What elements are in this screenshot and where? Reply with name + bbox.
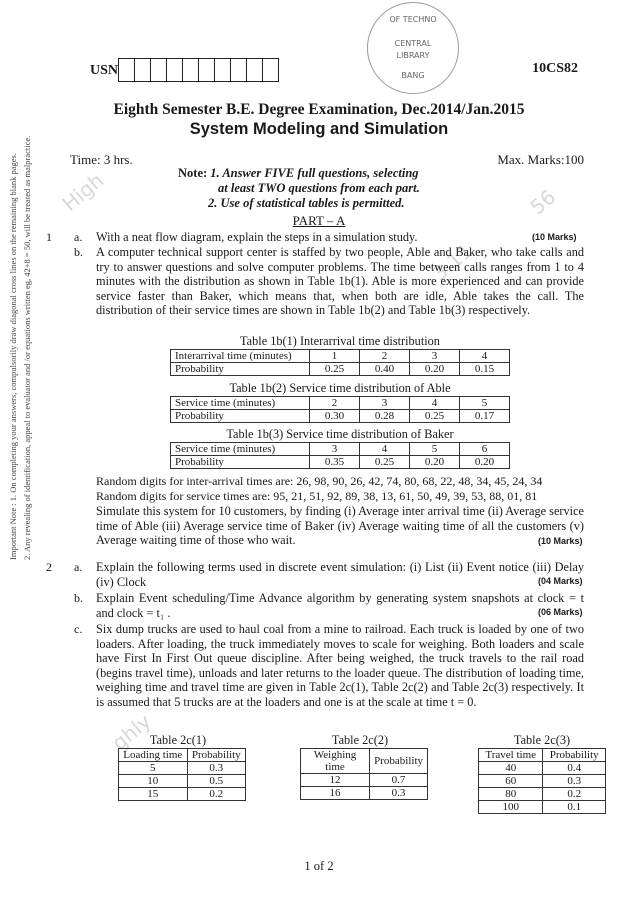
table-cell: 16 (301, 787, 370, 800)
question-text: Simulate this system for 10 customers, by finding (i) Average inter arrival time (ii) Average service time of Able (iii) Average service time of Baker (iv) Average waiting time of all the customers (v) Average waiting time of those who wait. (96, 504, 584, 548)
table-cell: 12 (301, 774, 370, 787)
table-cell: 5 (119, 762, 188, 775)
table-cell: 5 (460, 397, 510, 410)
table-cell: 3 (410, 350, 460, 363)
table-1b1 (170, 349, 510, 376)
table-cell: Probability (370, 749, 428, 774)
table-caption: Table 2c(2) (331, 733, 389, 747)
table-cell: 0.17 (460, 410, 510, 423)
table-cell: 0.25 (360, 456, 410, 469)
table-2c1 (118, 748, 246, 801)
usn-box[interactable] (183, 58, 199, 82)
side-note: Important Note : 1. On completing your answers, compulsorily draw diagonal cross lines on the remaining blank pages. (8, 153, 18, 560)
table-row (479, 749, 606, 762)
table-cell: Weighing time (301, 749, 370, 774)
subpart-label: b. (74, 591, 83, 605)
note-line: 2. Use of statistical tables is permitted. (208, 196, 405, 210)
table-caption: Table 1b(1) Interarrival time distribution (240, 334, 440, 348)
table-row (301, 774, 428, 787)
table-cell: 10 (119, 775, 188, 788)
table-1b3 (170, 442, 510, 469)
table-caption: Table 2c(1) (149, 733, 207, 747)
table-row (479, 775, 606, 788)
question-text: Explain the following terms used in discrete event simulation: (i) List (ii) Event notice (iii) Delay (iv) Clock (96, 560, 584, 589)
table-cell: 4 (360, 443, 410, 456)
table-cell: Probability (171, 456, 310, 469)
table-row (119, 775, 246, 788)
table-cell: 4 (460, 350, 510, 363)
duration: Time: 3 hrs. (70, 152, 133, 167)
usn-label: USN (90, 63, 119, 78)
watermark: High (57, 168, 109, 216)
table-cell: 0.25 (310, 363, 360, 376)
table-cell: 0.3 (187, 762, 245, 775)
usn-box[interactable] (167, 58, 183, 82)
side-note: 2. Any revealing of identification, appeal to evaluator and /or equations written eg, 42+8 = 50, will be treated as malpractice. (22, 135, 32, 560)
usn-box[interactable] (247, 58, 263, 82)
marks: (10 Marks) (538, 536, 583, 546)
usn-box[interactable] (199, 58, 215, 82)
table-caption: Table 2c(3) (513, 733, 571, 747)
table-cell: Travel time (479, 749, 543, 762)
table-cell: 0.2 (187, 788, 245, 801)
question-text: A computer technical support center is staffed by two people, Able and Baker, who take calls and try to answer questions and solve computer problems. The time between calls ranges from 1 to 4 minutes with the distribution as shown in Table 1b(1). Able is more experienced and can provide service faster than Baker, which means that, when both are idle, Able takes the call. The distribution of their service times are shown in Table 1b(2) and Table 1b(3) respectively. (96, 245, 584, 318)
table-cell: Probability (187, 749, 245, 762)
usn-box[interactable] (215, 58, 231, 82)
table-cell: 100 (479, 801, 543, 814)
table-cell: 0.1 (543, 801, 606, 814)
subject-title: System Modeling and Simulation (189, 120, 449, 138)
table-row (171, 363, 510, 376)
table-cell: 0.2 (543, 788, 606, 801)
table-row (479, 762, 606, 775)
table-cell: 0.40 (360, 363, 410, 376)
table-cell: Probability (171, 410, 310, 423)
table-caption: Table 1b(3) Service time distribution of Baker (226, 427, 454, 441)
subpart-label: b. (74, 245, 83, 259)
seal-text: BANG (401, 71, 425, 80)
table-cell: 4 (410, 397, 460, 410)
marks: (10 Marks) (532, 232, 577, 242)
part-heading: PART – A (292, 213, 346, 228)
university-seal (367, 2, 459, 94)
table-cell: 0.35 (310, 456, 360, 469)
exam-title: Eighth Semester B.E. Degree Examination, Dec.2014/Jan.2015 (113, 101, 525, 118)
table-cell: 15 (119, 788, 188, 801)
seal-text: LIBRARY (396, 51, 430, 60)
table-cell: 0.30 (310, 410, 360, 423)
table-row (171, 397, 510, 410)
table-cell: 0.7 (370, 774, 428, 787)
table-row (301, 749, 428, 774)
random-digits-arrival: Random digits for inter-arrival times are: 26, 98, 90, 26, 42, 74, 80, 68, 22, 48, 34, 45, 24, 34 (96, 474, 543, 488)
table-cell: Service time (minutes) (171, 397, 310, 410)
note-line: 1. Answer FIVE full questions, selecting (210, 166, 419, 180)
usn-box[interactable] (151, 58, 167, 82)
table-cell: 3 (360, 397, 410, 410)
table-cell: 80 (479, 788, 543, 801)
table-cell: 0.20 (410, 363, 460, 376)
seal-text: CENTRAL (394, 39, 432, 48)
table-cell: Probability (543, 749, 606, 762)
watermark: 56 (525, 184, 561, 220)
table-row (171, 350, 510, 363)
table-cell: Probability (171, 363, 310, 376)
table-cell: 0.4 (543, 762, 606, 775)
max-marks: Max. Marks:100 (497, 152, 584, 167)
table-2c3 (478, 748, 606, 814)
subpart-label: a. (74, 230, 83, 244)
usn-boxes (118, 58, 279, 82)
table-cell: Loading time (119, 749, 188, 762)
subpart-label: c. (74, 622, 83, 636)
table-cell: 2 (310, 397, 360, 410)
table-row (171, 443, 510, 456)
table-cell: 0.15 (460, 363, 510, 376)
table-cell: 60 (479, 775, 543, 788)
table-cell: 0.5 (187, 775, 245, 788)
table-cell: 6 (460, 443, 510, 456)
usn-box[interactable] (263, 58, 279, 82)
question-text: Six dump trucks are used to haul coal from a mine to railroad. Each truck is loaded by one of two loaders. After loading, the truck immediately moves to scale for weighing. Both loaders and scale have First In First Out queue discipline. After being weighed, the truck travels to the rail road (begins travel time), unloads and later returns to the loader queue. The distribution of loading time, weighing time and travel time are given in Table 2c(1), Table 2c(2) and Table 2c(3) respectively. It is assumed that 5 trucks are at the loaders and one is at the scale at time t = 0. (96, 622, 584, 709)
instructions-note (178, 166, 508, 211)
page-number: 1 of 2 (304, 859, 334, 873)
table-row (119, 749, 246, 762)
table-cell: 2 (360, 350, 410, 363)
question-text: With a neat flow diagram, explain the steps in a simulation study. (96, 230, 418, 244)
question-number: 2 (46, 560, 52, 574)
table-cell: 0.3 (543, 775, 606, 788)
watermark: 3.11 (427, 238, 478, 286)
usn-box[interactable] (118, 58, 135, 82)
table-cell: 0.20 (460, 456, 510, 469)
table-row (119, 788, 246, 801)
table-cell: 0.28 (360, 410, 410, 423)
table-cell: 1 (310, 350, 360, 363)
table-cell: Interarrival time (minutes) (171, 350, 310, 363)
table-cell: 5 (410, 443, 460, 456)
usn-box[interactable] (135, 58, 151, 82)
table-row (301, 787, 428, 800)
seal-text: OF TECHNO (389, 15, 437, 24)
table-row (171, 410, 510, 423)
table-2c2 (300, 748, 428, 800)
table-cell: 0.25 (410, 410, 460, 423)
table-row (171, 456, 510, 469)
table-cell: 0.3 (370, 787, 428, 800)
table-cell: 40 (479, 762, 543, 775)
note-line: at least TWO questions from each part. (218, 181, 420, 195)
table-row (479, 788, 606, 801)
usn-box[interactable] (231, 58, 247, 82)
watermark: ghly (107, 709, 156, 755)
note-prefix: Note: (178, 166, 208, 180)
course-code: 10CS82 (532, 61, 578, 76)
random-digits-service: Random digits for service times are: 95, 21, 51, 92, 89, 38, 13, 61, 50, 49, 39, 53, 88, 01, 81 (96, 489, 538, 503)
table-cell: 0.20 (410, 456, 460, 469)
table-row (119, 762, 246, 775)
table-cell: Service time (minutes) (171, 443, 310, 456)
subpart-label: a. (74, 560, 83, 574)
table-caption: Table 1b(2) Service time distribution of Able (229, 381, 451, 395)
marks: (06 Marks) (538, 607, 583, 617)
table-row (479, 801, 606, 814)
marks: (04 Marks) (538, 576, 583, 586)
table-1b2 (170, 396, 510, 423)
question-text: Explain Event scheduling/Time Advance algorithm by generating system snapshots at clock = t and clock = t₁ . (96, 591, 584, 620)
question-number: 1 (46, 230, 52, 244)
table-cell: 3 (310, 443, 360, 456)
